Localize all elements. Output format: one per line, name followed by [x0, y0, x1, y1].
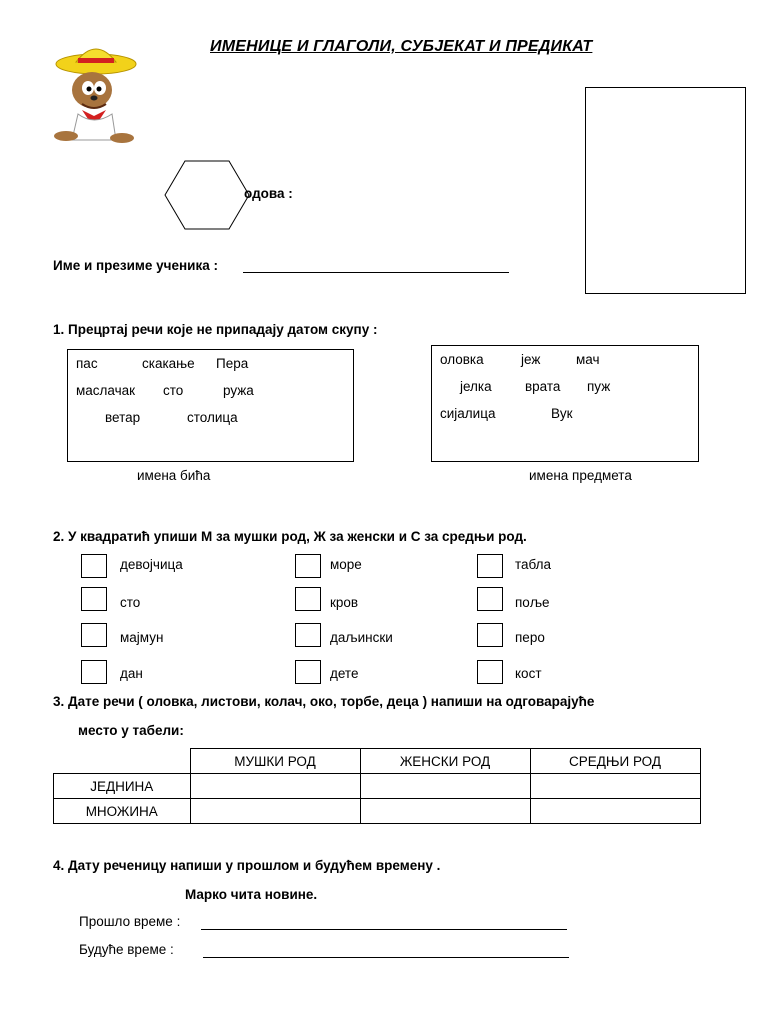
noun-label: дете — [330, 666, 359, 681]
gender-input-box[interactable] — [81, 623, 107, 647]
gender-input-box[interactable] — [295, 587, 321, 611]
table-corner — [54, 749, 191, 774]
noun-table — [53, 748, 701, 824]
task4-sentence: Марко чита новине. — [185, 887, 318, 902]
word-item[interactable]: јеж — [521, 352, 541, 367]
noun-label: даљински — [330, 630, 393, 645]
points-hexagon[interactable] — [163, 160, 251, 230]
word-item[interactable]: Пера — [216, 356, 249, 371]
word-item[interactable]: скакање — [142, 356, 195, 371]
gender-input-box[interactable] — [81, 660, 107, 684]
student-name-label: Име и презиме ученика : — [53, 258, 218, 273]
noun-label: кров — [330, 595, 359, 610]
mouse-mascot-image — [52, 42, 140, 146]
table-row-header: ЈЕДНИНА — [54, 774, 191, 799]
table-cell-input[interactable] — [360, 799, 530, 824]
word-item[interactable]: столица — [187, 410, 238, 425]
noun-label: сто — [120, 595, 141, 610]
table-cell-input[interactable] — [190, 799, 360, 824]
task4-heading: 4. Дату реченицу напиши у прошлом и будућем времену . — [53, 858, 441, 873]
noun-label: дан — [120, 666, 143, 681]
task3-heading-line2: место у табели: — [78, 723, 184, 738]
task1-left-caption: имена бића — [137, 468, 211, 483]
points-label: одова : — [244, 186, 293, 201]
noun-label: кост — [515, 666, 542, 681]
gender-input-box[interactable] — [477, 660, 503, 684]
gender-input-box[interactable] — [295, 554, 321, 578]
noun-label: мајмун — [120, 630, 164, 645]
noun-label: табла — [515, 557, 552, 572]
table-cell-input[interactable] — [530, 799, 700, 824]
future-tense-label: Будуће време : — [79, 942, 174, 957]
noun-label: перо — [515, 630, 545, 645]
table-cell-input[interactable] — [530, 774, 700, 799]
word-item[interactable]: Вук — [551, 406, 573, 421]
gender-input-box[interactable] — [81, 554, 107, 578]
table-cell-input[interactable] — [360, 774, 530, 799]
word-item[interactable]: јелка — [460, 379, 492, 394]
task2-heading: 2. У квадратић упиши М за мушки род, Ж за женски и С за средњи род. — [53, 529, 527, 544]
gender-input-box[interactable] — [477, 587, 503, 611]
table-cell-input[interactable] — [190, 774, 360, 799]
word-item[interactable]: врата — [525, 379, 561, 394]
photo-box — [585, 87, 746, 294]
task1-right-caption: имена предмета — [529, 468, 632, 483]
word-item[interactable]: ветар — [105, 410, 141, 425]
word-item[interactable]: пас — [76, 356, 98, 371]
past-tense-input[interactable] — [201, 914, 567, 930]
word-item[interactable]: оловка — [440, 352, 484, 367]
task1-heading: 1. Прецртај речи које не припадају датом скупу : — [53, 322, 378, 337]
table-col-header: ЖЕНСКИ РОД — [360, 749, 530, 774]
noun-label: поље — [515, 595, 550, 610]
word-item[interactable]: мач — [576, 352, 600, 367]
gender-input-box[interactable] — [477, 554, 503, 578]
word-item[interactable]: ружа — [223, 383, 254, 398]
word-item[interactable]: пуж — [587, 379, 611, 394]
word-item[interactable]: сијалица — [440, 406, 496, 421]
future-tense-input[interactable] — [203, 942, 569, 958]
table-row-header: МНОЖИНА — [54, 799, 191, 824]
task1-left-box — [67, 349, 354, 462]
gender-input-box[interactable] — [81, 587, 107, 611]
noun-label: море — [330, 557, 362, 572]
word-item[interactable]: маслачак — [76, 383, 136, 398]
student-name-input[interactable] — [243, 256, 509, 273]
task3-heading-line1: 3. Дате речи ( оловка, листови, колач, око, торбе, деца ) напиши на одговарајуће — [53, 694, 595, 709]
table-col-header: МУШКИ РОД — [190, 749, 360, 774]
gender-input-box[interactable] — [295, 623, 321, 647]
gender-input-box[interactable] — [295, 660, 321, 684]
page-title: ИМЕНИЦЕ И ГЛАГОЛИ, СУБЈЕКАТ И ПРЕДИКАТ — [210, 38, 593, 55]
noun-label: девојчица — [120, 557, 183, 572]
table-col-header: СРЕДЊИ РОД — [530, 749, 700, 774]
past-tense-label: Прошло време : — [79, 914, 181, 929]
word-item[interactable]: сто — [163, 383, 184, 398]
gender-input-box[interactable] — [477, 623, 503, 647]
